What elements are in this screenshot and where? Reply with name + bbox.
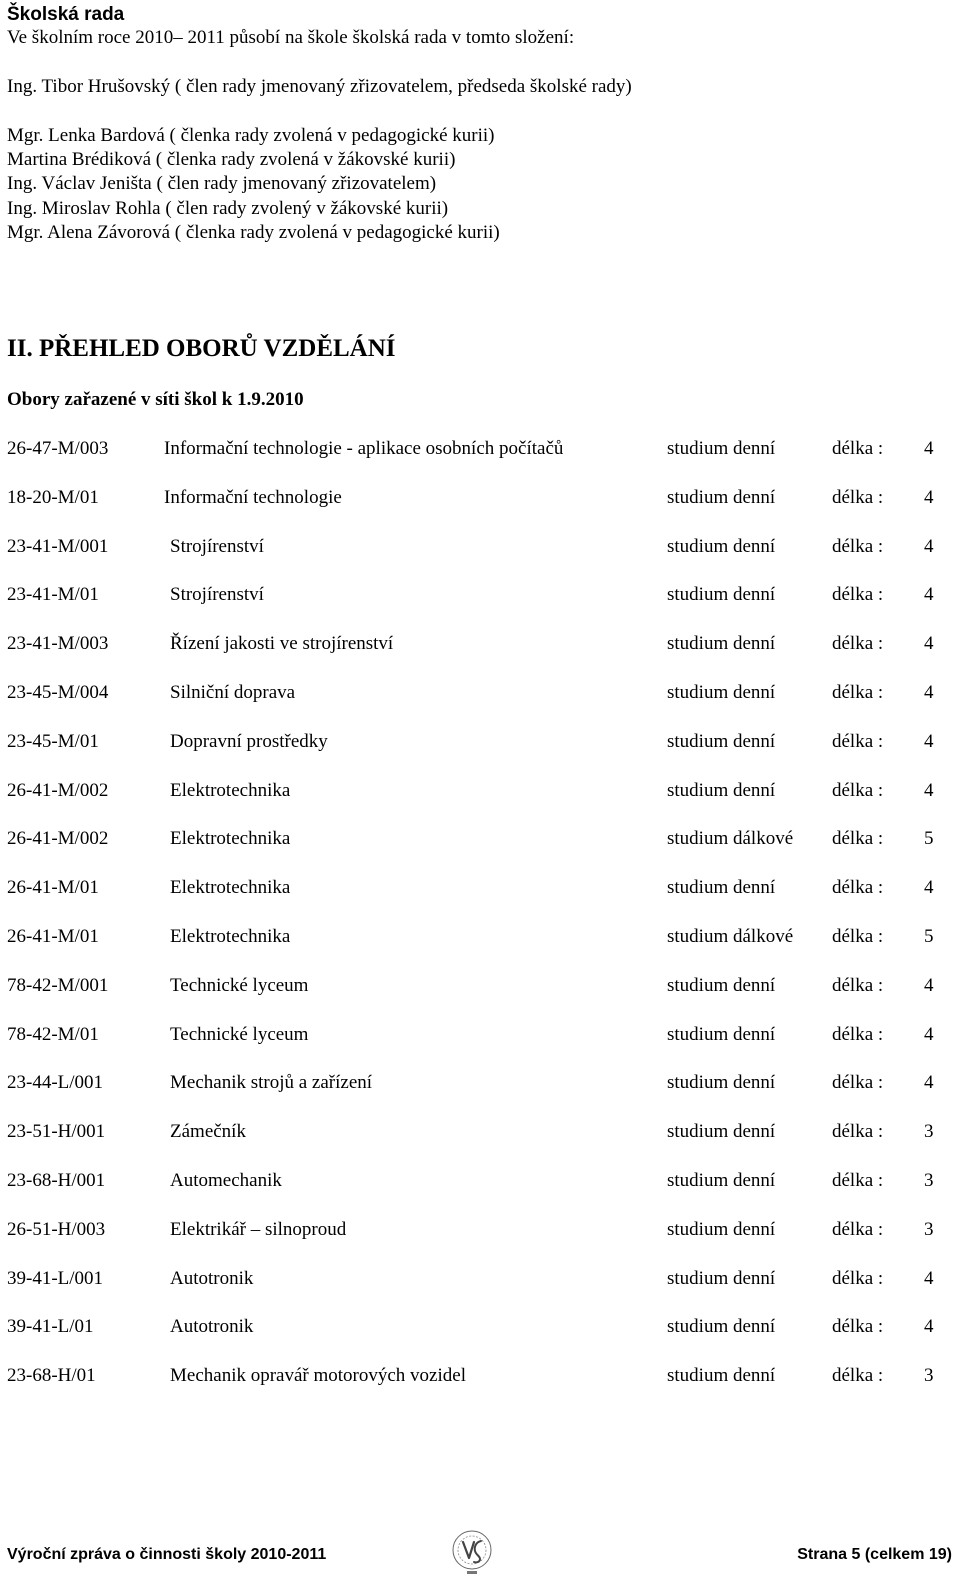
program-row — [0, 1315, 960, 1364]
study-form: studium denní — [667, 584, 776, 606]
length-years: 4 — [924, 1316, 934, 1338]
council-member: Ing. Václav Jeništa ( člen rady jmenovaný zřizovatelem) — [7, 173, 437, 195]
program-code: 26-47-M/003 — [7, 438, 109, 459]
study-form: studium denní — [667, 974, 776, 996]
program-name: Elektrikář – silnoproud — [170, 1218, 347, 1240]
program-code: 23-51-H/001 — [7, 1121, 106, 1143]
program-name: Mechanik opravář motorových vozidel — [170, 1365, 466, 1387]
study-form: studium denní — [667, 877, 776, 899]
program-row — [0, 1071, 960, 1120]
program-name: Strojírenství — [170, 535, 264, 557]
length-years: 4 — [924, 1072, 934, 1094]
study-form: studium denní — [667, 633, 776, 655]
program-code: 23-44-L/001 — [7, 1072, 104, 1094]
program-name: Strojírenství — [170, 584, 264, 606]
program-name: Automechanik — [170, 1169, 282, 1191]
council-member: Martina Brédiková ( členka rady zvolená v žákovské kurii) — [7, 149, 456, 171]
length-label: délka : — [832, 486, 884, 508]
study-form: studium denní — [667, 681, 776, 703]
study-form: studium denní — [667, 486, 776, 508]
length-years: 4 — [924, 535, 934, 557]
program-row — [0, 876, 960, 925]
program-row — [0, 1023, 960, 1072]
program-code: 23-41-M/01 — [7, 584, 99, 606]
program-row — [0, 535, 960, 584]
footer-report-title: Výroční zpráva o činnosti školy 2010-2011 — [7, 1546, 327, 1563]
program-row — [0, 1169, 960, 1218]
program-row — [0, 632, 960, 681]
length-years: 4 — [924, 1267, 934, 1289]
program-row — [0, 583, 960, 632]
council-member: Ing. Miroslav Rohla ( člen rady zvolený v žákovské kurii) — [7, 197, 449, 219]
length-years: 3 — [924, 1365, 934, 1387]
program-code: 23-41-M/001 — [7, 535, 109, 557]
length-label: délka : — [832, 877, 884, 899]
page-heading: Školská rada — [7, 4, 125, 25]
program-code: 23-68-H/001 — [7, 1169, 106, 1191]
length-label: délka : — [832, 1169, 884, 1191]
program-row — [0, 925, 960, 974]
study-form: studium denní — [667, 1121, 776, 1143]
program-code: 78-42-M/001 — [7, 974, 109, 996]
program-row — [0, 827, 960, 876]
length-label: délka : — [832, 681, 884, 703]
length-years: 4 — [924, 633, 934, 655]
program-row — [0, 1218, 960, 1267]
length-label: délka : — [832, 974, 884, 996]
program-row — [0, 1120, 960, 1169]
school-seal-icon — [450, 1528, 494, 1576]
length-years: 3 — [924, 1121, 934, 1143]
length-label: délka : — [832, 1121, 884, 1143]
program-row — [0, 1364, 960, 1413]
study-form: studium denní — [667, 1023, 776, 1045]
council-chair: Ing. Tibor Hrušovský ( člen rady jmenovaný zřizovatelem, předseda školské rady) — [7, 76, 632, 97]
length-years: 5 — [924, 828, 934, 850]
study-form: studium dálkové — [667, 828, 794, 850]
study-form: studium denní — [667, 1316, 776, 1338]
footer-page-number: Strana 5 (celkem 19) — [797, 1546, 952, 1563]
length-years: 4 — [924, 974, 934, 996]
program-code: 23-45-M/004 — [7, 681, 109, 703]
length-label: délka : — [832, 535, 884, 557]
program-code: 23-41-M/003 — [7, 633, 109, 655]
program-row — [0, 1267, 960, 1316]
program-code: 23-68-H/01 — [7, 1365, 96, 1387]
length-label: délka : — [832, 1316, 884, 1338]
program-row — [0, 486, 960, 535]
program-name: Mechanik strojů a zařízení — [170, 1072, 373, 1094]
program-name: Zámečník — [170, 1121, 246, 1143]
length-years: 4 — [924, 584, 934, 606]
length-years: 4 — [924, 438, 934, 459]
program-row — [0, 681, 960, 730]
programs-list — [0, 437, 960, 1413]
program-code: 26-41-M/01 — [7, 925, 99, 947]
program-name: Elektrotechnika — [170, 877, 291, 899]
study-form: studium denní — [667, 1218, 776, 1240]
length-years: 4 — [924, 1023, 934, 1045]
length-years: 4 — [924, 877, 934, 899]
length-years: 3 — [924, 1169, 934, 1191]
council-members-list — [7, 124, 500, 245]
section-subtitle: Obory zařazené v síti škol k 1.9.2010 — [7, 389, 304, 410]
program-code: 18-20-M/01 — [7, 486, 99, 508]
program-code: 78-42-M/01 — [7, 1023, 99, 1045]
program-name: Informační technologie - aplikace osobních počítačů — [164, 438, 564, 459]
program-name: Technické lyceum — [170, 1023, 309, 1045]
council-member: Mgr. Lenka Bardová ( členka rady zvolená v pedagogické kurii) — [7, 125, 495, 146]
length-years: 4 — [924, 486, 934, 508]
length-years: 4 — [924, 681, 934, 703]
program-code: 26-41-M/002 — [7, 779, 109, 801]
study-form: studium dálkové — [667, 925, 794, 947]
length-label: délka : — [832, 584, 884, 606]
study-form: studium denní — [667, 730, 776, 752]
program-name: Elektrotechnika — [170, 828, 291, 850]
study-form: studium denní — [667, 438, 776, 459]
program-name: Elektrotechnika — [170, 779, 291, 801]
program-name: Autotronik — [170, 1267, 254, 1289]
council-member: Mgr. Alena Závorová ( členka rady zvolená v pedagogické kurii) — [7, 221, 500, 243]
study-form: studium denní — [667, 1267, 776, 1289]
study-form: studium denní — [667, 535, 776, 557]
length-label: délka : — [832, 633, 884, 655]
program-name: Řízení jakosti ve strojírenství — [170, 633, 394, 655]
length-label: délka : — [832, 779, 884, 801]
program-name: Elektrotechnika — [170, 925, 291, 947]
length-label: délka : — [832, 1218, 884, 1240]
study-form: studium denní — [667, 779, 776, 801]
program-row — [0, 779, 960, 828]
study-form: studium denní — [667, 1365, 776, 1387]
program-name: Dopravní prostředky — [170, 730, 328, 752]
length-years: 3 — [924, 1218, 934, 1240]
length-label: délka : — [832, 1072, 884, 1094]
program-row — [0, 974, 960, 1023]
program-code: 39-41-L/01 — [7, 1316, 94, 1338]
program-name: Autotronik — [170, 1316, 254, 1338]
length-label: délka : — [832, 438, 884, 459]
program-code: 23-45-M/01 — [7, 730, 99, 752]
length-label: délka : — [832, 1023, 884, 1045]
study-form: studium denní — [667, 1169, 776, 1191]
program-name: Silniční doprava — [170, 681, 296, 703]
length-years: 5 — [924, 925, 934, 947]
length-years: 4 — [924, 730, 934, 752]
length-label: délka : — [832, 925, 884, 947]
section-title: II. PŘEHLED OBORŮ VZDĚLÁNÍ — [7, 335, 396, 362]
program-row — [0, 437, 960, 486]
program-name: Informační technologie — [164, 486, 342, 508]
length-label: délka : — [832, 1365, 884, 1387]
study-form: studium denní — [667, 1072, 776, 1094]
program-name: Technické lyceum — [170, 974, 309, 996]
intro-text: Ve školním roce 2010– 2011 působí na škole školská rada v tomto složení: — [7, 27, 575, 48]
length-label: délka : — [832, 828, 884, 850]
length-label: délka : — [832, 730, 884, 752]
program-code: 26-41-M/002 — [7, 828, 109, 850]
program-row — [0, 730, 960, 779]
program-code: 26-41-M/01 — [7, 877, 99, 899]
program-code: 26-51-H/003 — [7, 1218, 106, 1240]
length-label: délka : — [832, 1267, 884, 1289]
program-code: 39-41-L/001 — [7, 1267, 104, 1289]
length-years: 4 — [924, 779, 934, 801]
